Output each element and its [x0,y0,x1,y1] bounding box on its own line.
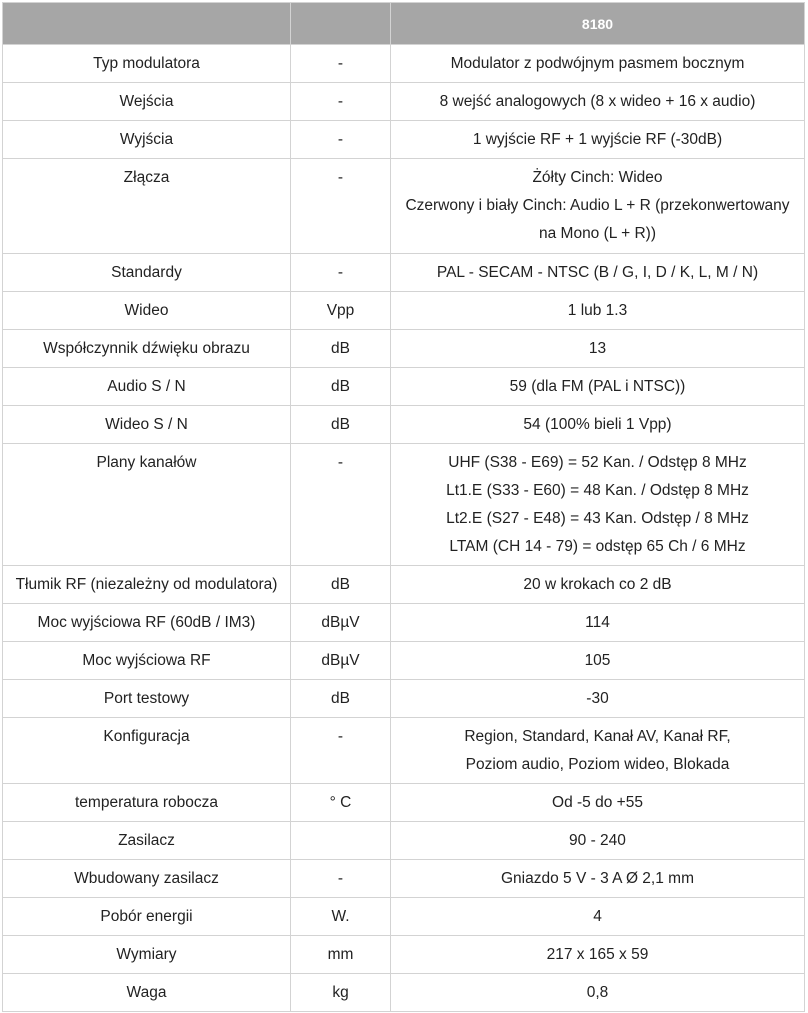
param-value-cell [391,368,805,406]
param-name-cell: Wymiary [3,936,291,974]
table-row [3,406,805,444]
table-row [3,936,805,974]
table-body [3,45,805,1012]
param-value-line: Od -5 do +55 [552,794,643,811]
table-row [3,45,805,83]
table-row [3,159,805,254]
param-value-line: 1 lub 1.3 [567,302,628,319]
param-value-cell [391,83,805,121]
table-row [3,860,805,898]
table-row [3,121,805,159]
table-row [3,444,805,566]
param-value-cell [391,974,805,1012]
table-row [3,680,805,718]
param-value-cell [391,330,805,368]
table-row [3,292,805,330]
param-name-cell: Audio S / N [3,368,291,406]
param-name-cell: Zasilacz [3,822,291,860]
param-value-line: 90 - 240 [569,832,626,849]
param-unit-cell: dB [291,330,391,368]
table-row [3,254,805,292]
table-row [3,822,805,860]
param-unit-cell: dBµV [291,604,391,642]
table-header-row [3,3,805,45]
param-value-line: 20 w krokach co 2 dB [523,576,672,593]
param-name-cell: Wideo [3,292,291,330]
param-value-line: Modulator z podwójnym pasmem bocznym [450,55,745,72]
param-value-cell [391,936,805,974]
param-unit-cell: - [291,444,391,566]
param-name-cell: Wbudowany zasilacz [3,860,291,898]
param-name-cell: Wideo S / N [3,406,291,444]
param-unit-cell: - [291,254,391,292]
param-unit-cell: - [291,159,391,254]
param-unit-cell [291,822,391,860]
param-value-cell [391,45,805,83]
param-value-cell [391,121,805,159]
param-name-cell: Standardy [3,254,291,292]
param-value-cell [391,566,805,604]
param-unit-cell: dB [291,368,391,406]
param-unit-cell: dB [291,680,391,718]
param-unit-cell: dB [291,406,391,444]
param-value-cell [391,406,805,444]
param-value-line: 4 [593,908,602,925]
param-value-cell [391,292,805,330]
param-value-line: 217 x 165 x 59 [546,946,649,963]
param-unit-cell: dBµV [291,642,391,680]
spec-table [2,2,805,1012]
param-name-cell: Port testowy [3,680,291,718]
header-col-parameter [3,3,291,45]
table-row [3,784,805,822]
table-row [3,566,805,604]
param-unit-cell: - [291,45,391,83]
param-name-cell: Wejścia [3,83,291,121]
param-value-cell [391,254,805,292]
param-unit-cell: mm [291,936,391,974]
param-value-line: na Mono (L + R)) [538,225,656,242]
header-col-model: 8180 [391,3,805,45]
param-name-cell: Moc wyjściowa RF (60dB / IM3) [3,604,291,642]
param-unit-cell: W. [291,898,391,936]
param-value-cell [391,784,805,822]
param-unit-cell: kg [291,974,391,1012]
param-value-line: PAL - SECAM - NTSC (B / G, I, D / K, L, M / N) [436,264,759,281]
param-name-cell: Waga [3,974,291,1012]
param-value-cell [391,822,805,860]
param-unit-cell: - [291,83,391,121]
param-value-line: 13 [588,340,607,357]
param-value-cell [391,642,805,680]
table-row [3,604,805,642]
param-value-cell [391,159,805,254]
param-name-cell: Konfiguracja [3,718,291,784]
param-value-line: 114 [585,614,610,631]
param-name-cell: Typ modulatora [3,45,291,83]
param-unit-cell: dB [291,566,391,604]
param-value-line: Lt2.E (S27 - E48) = 43 Kan. Odstęp / 8 MHz [446,510,749,527]
param-value-line: Region, Standard, Kanał AV, Kanał RF, [464,728,731,745]
param-value-line: Poziom audio, Poziom wideo, Blokada [465,756,730,773]
param-value-line: 59 (dla FM (PAL i NTSC)) [509,378,686,395]
param-value-line: 54 (100% bieli 1 Vpp) [523,416,672,433]
param-unit-cell: - [291,718,391,784]
param-value-line: 105 [584,652,611,669]
param-unit-cell: Vpp [291,292,391,330]
param-name-cell: Moc wyjściowa RF [3,642,291,680]
param-value-cell [391,604,805,642]
param-name-cell: temperatura robocza [3,784,291,822]
param-name-cell: Tłumik RF (niezależny od modulatora) [3,566,291,604]
param-value-cell [391,718,805,784]
table-row [3,718,805,784]
param-value-line: Żółty Cinch: Wideo [532,169,663,186]
param-name-cell: Złącza [3,159,291,254]
param-value-line: 1 wyjście RF + 1 wyjście RF (-30dB) [472,131,723,148]
param-unit-cell: - [291,860,391,898]
param-value-line: UHF (S38 - E69) = 52 Kan. / Odstęp 8 MHz [448,454,747,471]
param-value-cell [391,680,805,718]
param-value-cell [391,444,805,566]
param-name-cell: Współczynnik dźwięku obrazu [3,330,291,368]
param-value-line: 0,8 [586,984,609,1001]
param-value-line: -30 [586,690,609,707]
table-row [3,974,805,1012]
table-row [3,368,805,406]
param-unit-cell: ° C [291,784,391,822]
table-row [3,330,805,368]
param-value-line: Gniazdo 5 V - 3 A Ø 2,1 mm [501,870,694,887]
param-value-cell [391,860,805,898]
param-name-cell: Plany kanałów [3,444,291,566]
header-col-unit [291,3,391,45]
table-row [3,642,805,680]
table-row [3,83,805,121]
param-value-line: 8 wejść analogowych (8 x wideo + 16 x audio) [439,93,756,110]
table-row [3,898,805,936]
param-name-cell: Wyjścia [3,121,291,159]
param-value-line: Czerwony i biały Cinch: Audio L + R (przekonwertowany [405,197,790,214]
param-name-cell: Pobór energii [3,898,291,936]
param-unit-cell: - [291,121,391,159]
param-value-cell [391,898,805,936]
param-value-line: LTAM (CH 14 - 79) = odstęp 65 Ch / 6 MHz [449,538,746,555]
param-value-line: Lt1.E (S33 - E60) = 48 Kan. / Odstęp 8 MHz [446,482,749,499]
